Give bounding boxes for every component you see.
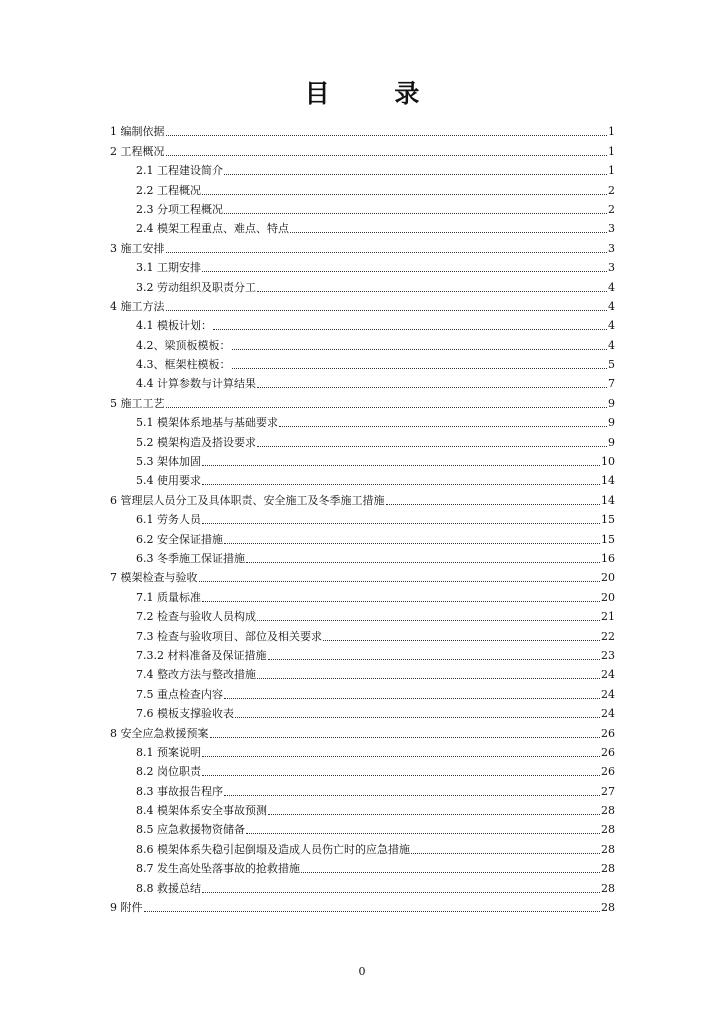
toc-entry[interactable] bbox=[110, 895, 615, 914]
toc-entry[interactable] bbox=[110, 313, 615, 332]
toc-dot-leader bbox=[144, 911, 601, 912]
toc-entry[interactable] bbox=[110, 197, 615, 216]
table-of-contents bbox=[110, 119, 615, 914]
toc-dot-leader bbox=[235, 717, 600, 718]
toc-entry-label: 2.2 工程概况 bbox=[136, 183, 201, 197]
toc-dot-leader bbox=[411, 853, 600, 854]
toc-entry-label: 2.3 分项工程概况 bbox=[136, 202, 223, 216]
toc-entry[interactable] bbox=[110, 875, 615, 894]
toc-entry-label: 4.1 模板计划： bbox=[136, 319, 212, 333]
toc-entry-page-number: 24 bbox=[601, 707, 615, 721]
toc-entry-page-number: 9 bbox=[608, 416, 615, 430]
toc-entry-label: 5.1 模架体系地基与基础要求 bbox=[136, 416, 278, 430]
toc-entry-label: 4.3、框架柱模板： bbox=[136, 358, 231, 372]
toc-entry-page-number: 26 bbox=[601, 745, 615, 759]
toc-entry-label: 2.1 工程建设简介 bbox=[136, 164, 223, 178]
toc-dot-leader bbox=[202, 892, 600, 893]
toc-entry-label: 5.4 使用要求 bbox=[136, 474, 201, 488]
toc-entry-label: 6.2 安全保证措施 bbox=[136, 532, 223, 546]
toc-entry[interactable] bbox=[110, 836, 615, 855]
toc-entry-page-number: 21 bbox=[601, 610, 615, 624]
toc-entry-page-number: 14 bbox=[601, 493, 615, 507]
toc-entry-label: 8.5 应急救援物资储备 bbox=[136, 823, 245, 837]
toc-entry[interactable] bbox=[110, 274, 615, 293]
toc-entry-page-number: 9 bbox=[608, 396, 615, 410]
toc-entry-label: 3 施工安排 bbox=[110, 241, 165, 255]
toc-entry-page-number: 2 bbox=[608, 183, 615, 197]
toc-entry-page-number: 28 bbox=[601, 842, 615, 856]
toc-entry[interactable] bbox=[110, 216, 615, 235]
toc-entry-label: 8.3 事故报告程序 bbox=[136, 784, 223, 798]
toc-entry[interactable] bbox=[110, 390, 615, 409]
toc-dot-leader bbox=[257, 620, 600, 621]
toc-entry-label: 7.6 模板支撑验收表 bbox=[136, 707, 234, 721]
toc-entry[interactable] bbox=[110, 623, 615, 642]
toc-entry-page-number: 15 bbox=[601, 532, 615, 546]
toc-dot-leader bbox=[257, 678, 600, 679]
toc-entry-page-number: 28 bbox=[601, 901, 615, 915]
toc-entry-label: 2.4 模架工程重点、难点、特点 bbox=[136, 222, 289, 236]
toc-entry-label: 1 编制依据 bbox=[110, 125, 165, 139]
page-number: 0 bbox=[358, 965, 366, 978]
toc-entry[interactable] bbox=[110, 255, 615, 274]
toc-dot-leader bbox=[166, 252, 608, 253]
toc-entry-page-number: 26 bbox=[601, 765, 615, 779]
toc-entry-page-number: 24 bbox=[601, 668, 615, 682]
toc-entry-label: 7 模架检查与验收 bbox=[110, 571, 198, 585]
toc-entry[interactable] bbox=[110, 507, 615, 526]
toc-dot-leader bbox=[257, 291, 607, 292]
toc-entry-label: 3.1 工期安排 bbox=[136, 261, 201, 275]
toc-entry-page-number: 4 bbox=[608, 319, 615, 333]
toc-entry-page-number: 1 bbox=[608, 144, 615, 158]
toc-entry[interactable] bbox=[110, 759, 615, 778]
toc-entry-label: 4 施工方法 bbox=[110, 299, 165, 313]
toc-entry[interactable] bbox=[110, 584, 615, 603]
toc-dot-leader bbox=[301, 872, 600, 873]
toc-dot-leader bbox=[166, 407, 608, 408]
toc-entry-page-number: 4 bbox=[608, 338, 615, 352]
toc-dot-leader bbox=[386, 504, 601, 505]
toc-entry-label: 5.2 模架构造及搭设要求 bbox=[136, 435, 256, 449]
toc-dot-leader bbox=[290, 232, 607, 233]
toc-dot-leader bbox=[323, 640, 600, 641]
toc-dot-leader bbox=[232, 349, 608, 350]
toc-entry[interactable] bbox=[110, 817, 615, 836]
toc-entry-label: 8.1 预案说明 bbox=[136, 745, 201, 759]
toc-dot-leader bbox=[199, 581, 601, 582]
toc-entry[interactable] bbox=[110, 526, 615, 545]
toc-entry-page-number: 22 bbox=[601, 629, 615, 643]
toc-entry[interactable] bbox=[110, 468, 615, 487]
toc-entry-page-number: 3 bbox=[608, 222, 615, 236]
toc-entry-label: 9 附件 bbox=[110, 901, 143, 915]
toc-entry-page-number: 9 bbox=[608, 435, 615, 449]
toc-dot-leader bbox=[224, 698, 600, 699]
toc-entry-page-number: 26 bbox=[601, 726, 615, 740]
toc-entry-page-number: 15 bbox=[601, 513, 615, 527]
toc-entry[interactable] bbox=[110, 740, 615, 759]
toc-entry-page-number: 4 bbox=[608, 299, 615, 313]
toc-entry[interactable] bbox=[110, 410, 615, 429]
toc-entry[interactable] bbox=[110, 235, 615, 254]
toc-dot-leader bbox=[246, 833, 600, 834]
toc-entry-page-number: 10 bbox=[601, 455, 615, 469]
toc-entry-label: 7.1 质量标准 bbox=[136, 590, 201, 604]
toc-entry-page-number: 20 bbox=[601, 590, 615, 604]
toc-entry[interactable] bbox=[110, 119, 615, 138]
toc-entry[interactable] bbox=[110, 604, 615, 623]
toc-dot-leader bbox=[224, 795, 600, 796]
toc-dot-leader bbox=[166, 135, 608, 136]
toc-entry-label: 7.3 检查与验收项目、部位及相关要求 bbox=[136, 629, 322, 643]
toc-dot-leader bbox=[279, 426, 607, 427]
toc-entry-label: 7.2 检查与验收人员构成 bbox=[136, 610, 256, 624]
toc-entry[interactable] bbox=[110, 681, 615, 700]
toc-dot-leader bbox=[213, 329, 607, 330]
toc-dot-leader bbox=[166, 155, 608, 156]
page-title: 目 录 bbox=[304, 79, 448, 108]
toc-entry[interactable] bbox=[110, 720, 615, 739]
toc-entry-label: 5.3 架体加固 bbox=[136, 455, 201, 469]
toc-dot-leader bbox=[166, 310, 608, 311]
toc-dot-leader bbox=[202, 465, 600, 466]
toc-entry[interactable] bbox=[110, 565, 615, 584]
toc-dot-leader bbox=[202, 484, 600, 485]
toc-dot-leader bbox=[210, 737, 601, 738]
toc-entry-page-number: 3 bbox=[608, 241, 615, 255]
toc-entry-label: 8.4 模架体系安全事故预测 bbox=[136, 804, 267, 818]
toc-entry-label: 6 管理层人员分工及具体职责、安全施工及冬季施工措施 bbox=[110, 493, 385, 507]
toc-dot-leader bbox=[202, 775, 600, 776]
toc-entry-page-number: 5 bbox=[608, 358, 615, 372]
toc-entry-page-number: 24 bbox=[601, 687, 615, 701]
toc-entry[interactable] bbox=[110, 371, 615, 390]
toc-entry[interactable] bbox=[110, 778, 615, 797]
toc-entry[interactable] bbox=[110, 294, 615, 313]
toc-dot-leader bbox=[268, 814, 600, 815]
toc-dot-leader bbox=[246, 562, 600, 563]
toc-entry-page-number: 28 bbox=[601, 823, 615, 837]
toc-entry-label: 8.8 救援总结 bbox=[136, 881, 201, 895]
toc-entry-page-number: 1 bbox=[608, 125, 615, 139]
toc-entry-label: 7.3.2 材料准备及保证措施 bbox=[136, 648, 267, 662]
toc-entry-label: 8.7 发生高处坠落事故的抢救措施 bbox=[136, 862, 300, 876]
toc-entry-page-number: 14 bbox=[601, 474, 615, 488]
toc-entry-label: 6.3 冬季施工保证措施 bbox=[136, 551, 245, 565]
toc-entry[interactable] bbox=[110, 487, 615, 506]
toc-entry[interactable] bbox=[110, 546, 615, 565]
toc-entry[interactable] bbox=[110, 332, 615, 351]
toc-entry[interactable] bbox=[110, 158, 615, 177]
toc-entry-page-number: 28 bbox=[601, 862, 615, 876]
toc-dot-leader bbox=[268, 659, 601, 660]
toc-entry-label: 8 安全应急救援预案 bbox=[110, 726, 209, 740]
toc-entry[interactable] bbox=[110, 798, 615, 817]
toc-dot-leader bbox=[232, 368, 608, 369]
toc-dot-leader bbox=[224, 174, 607, 175]
toc-entry-label: 2 工程概况 bbox=[110, 144, 165, 158]
toc-entry-page-number: 27 bbox=[601, 784, 615, 798]
toc-entry-page-number: 4 bbox=[608, 280, 615, 294]
toc-entry-label: 3.2 劳动组织及职责分工 bbox=[136, 280, 256, 294]
toc-entry[interactable] bbox=[110, 449, 615, 468]
toc-entry[interactable] bbox=[110, 352, 615, 371]
toc-entry[interactable] bbox=[110, 662, 615, 681]
toc-entry-page-number: 16 bbox=[601, 551, 615, 565]
toc-dot-leader bbox=[202, 194, 607, 195]
toc-entry-page-number: 1 bbox=[608, 164, 615, 178]
toc-entry-label: 5 施工工艺 bbox=[110, 396, 165, 410]
toc-entry-page-number: 2 bbox=[608, 202, 615, 216]
toc-entry-page-number: 7 bbox=[608, 377, 615, 391]
toc-entry-label: 7.4 整改方法与整改措施 bbox=[136, 668, 256, 682]
toc-entry-label: 4.2、梁顶板模板： bbox=[136, 338, 231, 352]
toc-entry[interactable] bbox=[110, 138, 615, 157]
toc-entry-label: 7.5 重点检查内容 bbox=[136, 687, 223, 701]
toc-entry-page-number: 23 bbox=[601, 648, 615, 662]
toc-dot-leader bbox=[224, 543, 600, 544]
toc-entry-page-number: 28 bbox=[601, 881, 615, 895]
toc-dot-leader bbox=[202, 601, 600, 602]
toc-entry[interactable] bbox=[110, 177, 615, 196]
toc-dot-leader bbox=[202, 756, 600, 757]
toc-dot-leader bbox=[202, 271, 607, 272]
toc-dot-leader bbox=[224, 213, 607, 214]
toc-entry[interactable] bbox=[110, 701, 615, 720]
toc-entry[interactable] bbox=[110, 429, 615, 448]
toc-entry[interactable] bbox=[110, 856, 615, 875]
toc-entry-label: 8.2 岗位职责 bbox=[136, 765, 201, 779]
toc-entry-label: 4.4 计算参数与计算结果 bbox=[136, 377, 256, 391]
toc-entry-label: 8.6 模架体系失稳引起倒塌及造成人员伤亡时的应急措施 bbox=[136, 842, 410, 856]
toc-entry[interactable] bbox=[110, 643, 615, 662]
toc-dot-leader bbox=[257, 446, 607, 447]
toc-entry-label: 6.1 劳务人员 bbox=[136, 513, 201, 527]
toc-dot-leader bbox=[202, 523, 600, 524]
toc-entry-page-number: 20 bbox=[601, 571, 615, 585]
toc-entry-page-number: 3 bbox=[608, 261, 615, 275]
toc-dot-leader bbox=[257, 387, 607, 388]
toc-entry-page-number: 28 bbox=[601, 804, 615, 818]
